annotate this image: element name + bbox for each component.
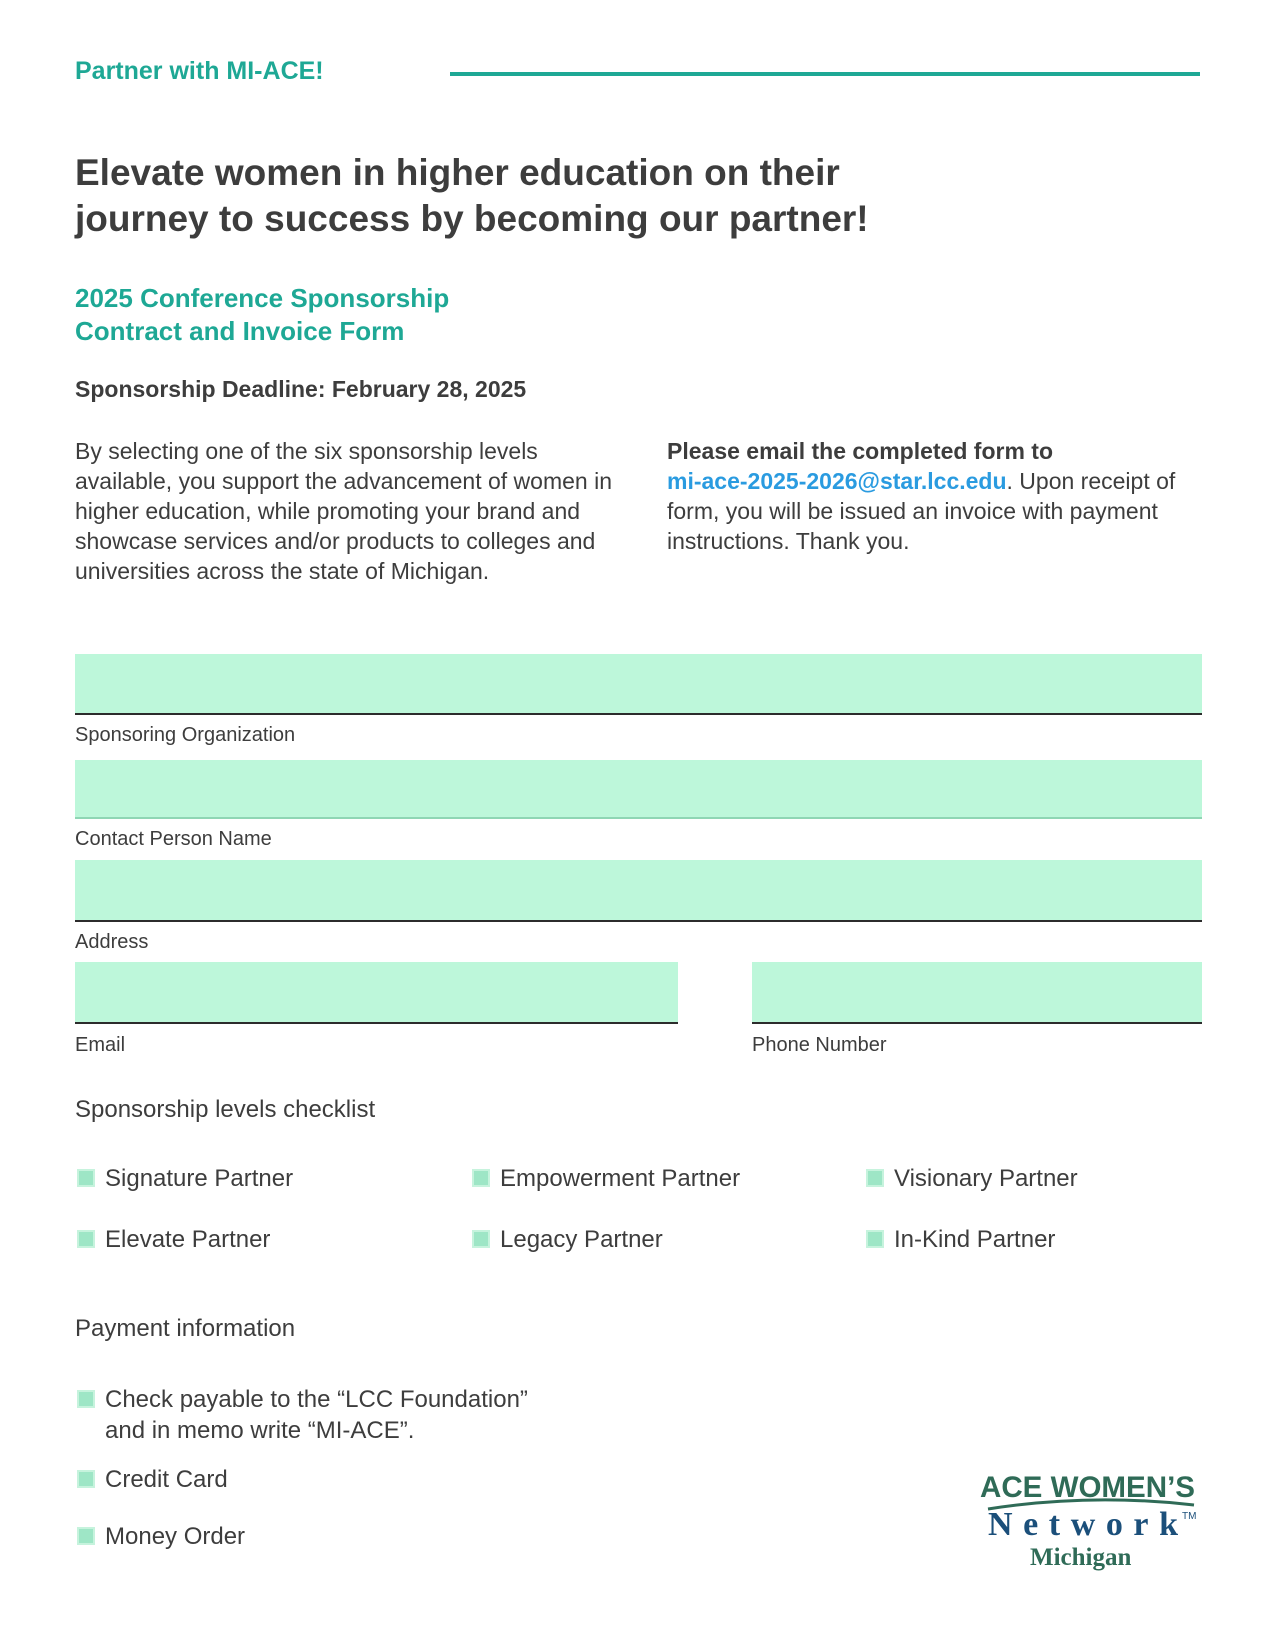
check-line-1: Check payable to the “LCC Foundation” [105,1386,528,1413]
checkbox-icon[interactable] [77,1470,95,1488]
form-title [75,282,449,348]
checkbox-icon[interactable] [472,1169,490,1187]
payment-heading: Payment information [75,1315,296,1342]
kicker-title: Partner with MI-ACE! [75,57,324,85]
checkbox-icon[interactable] [77,1527,95,1545]
email-instructions [667,436,1187,556]
logo-line-2: Network [988,1506,1178,1543]
checkbox-label: Elevate Partner [105,1226,271,1253]
email-link[interactable]: mi-ace-2025-2026@star.lcc.edu [667,468,1007,494]
checkbox-legacy-partner[interactable] [472,1224,663,1255]
organization-field[interactable] [75,654,1202,715]
logo-line-1: ACE WOMEN’S [980,1471,1195,1504]
checkbox-label: Credit Card [105,1466,228,1493]
contact-name-label: Contact Person Name [75,828,272,850]
checkbox-label: Legacy Partner [500,1226,663,1253]
checkbox-icon[interactable] [77,1390,95,1408]
address-field[interactable] [75,860,1202,922]
checkbox-label: In-Kind Partner [894,1226,1056,1253]
checkbox-credit-card[interactable] [77,1464,228,1495]
checkbox-label: Signature Partner [105,1165,294,1192]
checkbox-money-order[interactable] [77,1521,245,1552]
headline-line-2: journey to success by becoming our partner! [75,198,869,239]
headline [75,150,895,242]
form-title-line-2: Contract and Invoice Form [75,316,405,346]
checkbox-label: Money Order [105,1523,246,1550]
logo-line-3: Michigan [1030,1544,1132,1571]
checkbox-icon[interactable] [866,1169,884,1187]
email-lead: Please email the completed form to [667,438,1054,464]
email-field[interactable] [75,962,678,1024]
checkbox-check-payment[interactable] [77,1384,528,1446]
header-rule [450,72,1200,76]
checkbox-label [105,1384,528,1446]
checkbox-empowerment-partner[interactable] [472,1163,740,1194]
form-title-line-1: 2025 Conference Sponsorship [75,283,450,313]
phone-label: Phone Number [752,1034,887,1056]
contact-name-field[interactable] [75,760,1202,819]
checkbox-label: Empowerment Partner [500,1165,741,1192]
checkbox-icon[interactable] [472,1230,490,1248]
phone-field[interactable] [752,962,1202,1024]
check-line-2: and in memo write “MI-ACE”. [105,1417,415,1444]
intro-paragraph: By selecting one of the six sponsorship levels available, you support the advancement of women in higher education, while promoting your brand and showcase services and/or products to colleges and universities across the state of Michigan. [75,438,612,584]
email-tail: . Upon receipt of form, you will be issued an invoice with payment instructions. Thank you. [667,468,1176,554]
checkbox-signature-partner[interactable] [77,1163,293,1194]
checkbox-visionary-partner[interactable] [866,1163,1078,1194]
address-label: Address [75,931,149,953]
checkbox-icon[interactable] [866,1230,884,1248]
email-label: Email [75,1034,126,1056]
ace-womens-network-logo [980,1465,1200,1575]
checkbox-elevate-partner[interactable] [77,1224,270,1255]
headline-line-1: Elevate women in higher education on their [75,152,840,193]
checkbox-label: Visionary Partner [894,1165,1078,1192]
checkbox-in-kind-partner[interactable] [866,1224,1055,1255]
sponsorship-heading: Sponsorship levels checklist [75,1096,376,1123]
deadline-text: Sponsorship Deadline: February 28, 2025 [75,376,527,402]
logo-trademark: TM [1182,1511,1197,1522]
checkbox-icon[interactable] [77,1169,95,1187]
checkbox-icon[interactable] [77,1230,95,1248]
organization-label: Sponsoring Organization [75,724,296,746]
